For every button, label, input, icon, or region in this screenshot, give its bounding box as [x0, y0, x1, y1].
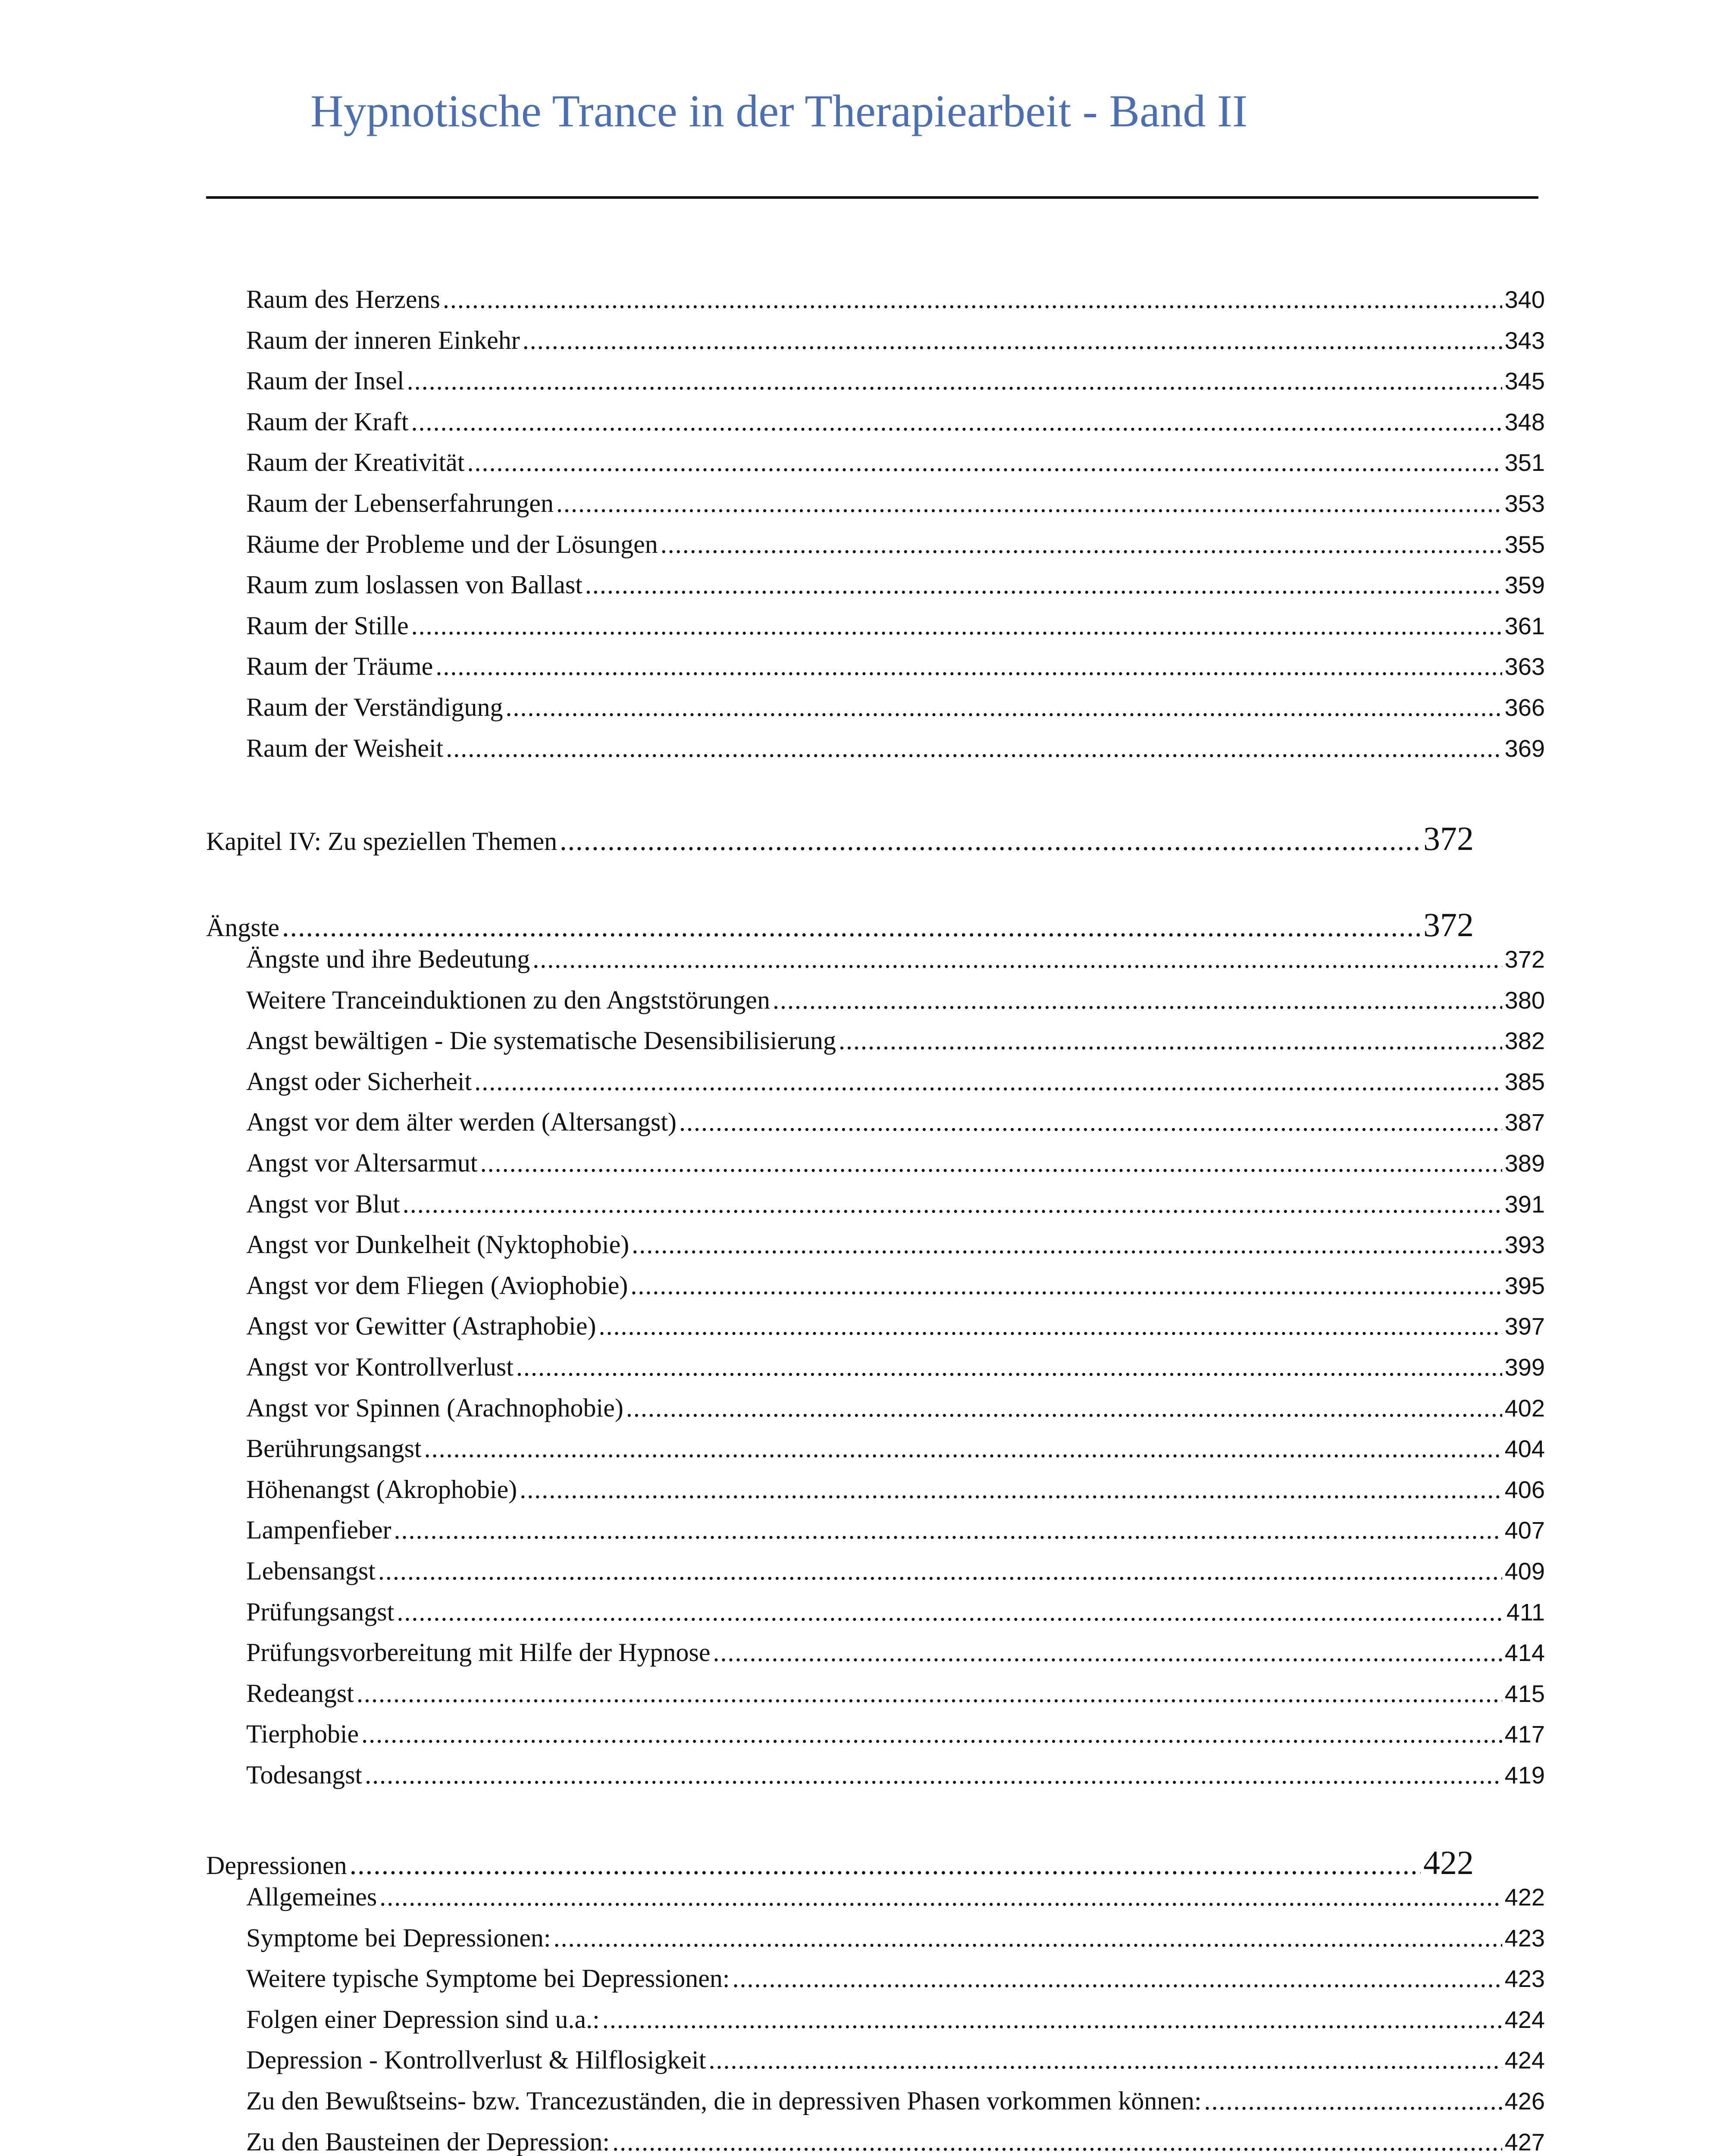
toc-entry-page: 340 [1504, 286, 1545, 313]
header-divider [206, 196, 1538, 199]
toc-entry-page: 355 [1504, 531, 1545, 558]
toc-entry[interactable] [246, 2045, 1545, 2086]
toc-entry-page: 361 [1504, 612, 1545, 639]
toc-chapter-heading[interactable] [206, 1843, 1474, 1887]
toc-entry[interactable] [246, 1597, 1545, 1638]
toc-chapter-heading[interactable] [206, 819, 1474, 862]
toc-entry[interactable] [246, 1515, 1545, 1556]
toc-entry[interactable] [246, 326, 1545, 367]
toc-entry-title: Ängste [206, 913, 279, 942]
toc-entry-title: Redeangst [246, 1679, 354, 1708]
toc-entry-title: Angst vor Dunkelheit (Nyktophobie) [246, 1230, 630, 1259]
toc-entry-title: Tierphobie [246, 1720, 359, 1748]
dot-leader [435, 652, 1502, 681]
dot-leader [585, 570, 1502, 600]
toc-entry-title: Raum des Herzens [246, 285, 440, 313]
dot-leader [839, 1026, 1502, 1056]
dot-leader [709, 2045, 1502, 2075]
toc-entry-title: Depressionen [206, 1851, 347, 1880]
toc-entry[interactable] [246, 693, 1545, 733]
toc-entry-page: 363 [1504, 653, 1545, 680]
toc-entry[interactable] [246, 1230, 1545, 1271]
toc-entry-title: Raum der Kraft [246, 407, 409, 436]
toc-entry[interactable] [246, 285, 1545, 326]
toc-entry-title: Angst oder Sicherheit [246, 1067, 472, 1096]
toc-entry[interactable] [246, 944, 1545, 985]
dot-leader [361, 1719, 1502, 1749]
toc-entry[interactable] [246, 1026, 1545, 1067]
toc-entry[interactable] [246, 448, 1545, 489]
toc-entry-page: 393 [1504, 1231, 1545, 1258]
toc-entry-page: 402 [1504, 1395, 1545, 1422]
dot-leader [397, 1597, 1503, 1627]
toc-entry-title: Raum der Insel [246, 367, 404, 395]
toc-entry-page: 407 [1504, 1517, 1545, 1544]
toc-entry-page: 359 [1504, 571, 1545, 599]
toc-entry[interactable] [246, 1679, 1545, 1720]
toc-entry[interactable] [246, 1556, 1545, 1597]
toc-entry[interactable] [246, 489, 1545, 530]
toc-entry-title: Symptome bei Depressionen: [246, 1924, 551, 1952]
toc-entry-page: 426 [1504, 2087, 1545, 2115]
toc-entry-title: Kapitel IV: Zu speziellen Themen [206, 827, 557, 856]
dot-leader [350, 1849, 1421, 1881]
dot-leader [523, 326, 1502, 355]
toc-entry-page: 366 [1504, 694, 1545, 721]
toc-entry[interactable] [246, 1434, 1545, 1475]
toc-entry[interactable] [246, 652, 1545, 693]
dot-leader [661, 530, 1502, 559]
toc-entry-page: 419 [1504, 1761, 1545, 1789]
toc-entry-title: Zu den Bausteinen der Depression: [246, 2128, 610, 2156]
toc-entry-page: 424 [1504, 2046, 1545, 2074]
dot-leader [480, 1148, 1502, 1178]
toc-entry-page: 395 [1504, 1272, 1545, 1299]
toc-entry-page: 399 [1504, 1354, 1545, 1381]
dot-leader [679, 1107, 1502, 1137]
toc-entry-page: 372 [1504, 946, 1545, 973]
toc-entry[interactable] [246, 2086, 1545, 2127]
toc-entry-title: Prüfungsangst [246, 1598, 395, 1626]
dot-leader [505, 693, 1502, 722]
toc-entry[interactable] [246, 2127, 1545, 2156]
dot-leader [378, 1556, 1502, 1586]
toc-entry[interactable] [246, 1638, 1545, 1679]
toc-entry[interactable] [246, 1882, 1545, 1923]
dot-leader [365, 1760, 1502, 1790]
toc-entry-page: 372 [1423, 820, 1474, 857]
dot-leader [733, 1964, 1502, 1993]
toc-entry-page: 423 [1504, 1924, 1545, 1952]
dot-leader [554, 1923, 1502, 1953]
toc-entry-title: Angst vor dem Fliegen (Aviophobie) [246, 1271, 628, 1300]
toc-entry-page: 424 [1504, 2006, 1545, 2033]
dot-leader [516, 1352, 1502, 1382]
toc-entry-title: Angst vor dem älter werden (Altersangst) [246, 1108, 677, 1136]
dot-leader [407, 366, 1502, 396]
dot-leader [411, 611, 1502, 641]
toc-entry[interactable] [246, 1923, 1545, 1964]
toc-entry-title: Ängste und ihre Bedeutung [246, 945, 530, 973]
toc-entry-title: Allgemeines [246, 1883, 377, 1911]
toc-entry-page: 353 [1504, 490, 1545, 517]
toc-entry-page: 417 [1504, 1720, 1545, 1748]
dot-leader [520, 1475, 1502, 1504]
toc-entry-page: 404 [1504, 1435, 1545, 1462]
toc-entry[interactable] [246, 530, 1545, 570]
page-header-title: Hypnotische Trance in der Therapiearbeit - Band II [310, 86, 1248, 136]
toc-entry-title: Berührungsangst [246, 1434, 422, 1463]
toc-entry[interactable] [246, 366, 1545, 407]
dot-leader [357, 1679, 1502, 1708]
toc-entry[interactable] [246, 1760, 1545, 1801]
toc-entry-title: Raum der Stille [246, 611, 409, 640]
toc-entry-page: 397 [1504, 1313, 1545, 1340]
toc-entry[interactable] [246, 985, 1545, 1026]
toc-entry-page: 382 [1504, 1027, 1545, 1054]
toc-entry[interactable] [246, 2005, 1545, 2046]
toc-entry[interactable] [246, 1352, 1545, 1393]
dot-leader [424, 1434, 1502, 1463]
toc-entry[interactable] [246, 611, 1545, 652]
dot-leader [1204, 2086, 1502, 2116]
dot-leader [773, 985, 1502, 1015]
toc-entry-page: 406 [1504, 1476, 1545, 1503]
toc-entry-page: 427 [1504, 2128, 1545, 2156]
dot-leader [632, 1230, 1502, 1260]
toc-entry-title: Angst vor Spinnen (Arachnophobie) [246, 1394, 623, 1422]
toc-entry-page: 422 [1504, 1883, 1545, 1911]
toc-entry-title: Höhenangst (Akrophobie) [246, 1475, 517, 1504]
toc-entry[interactable] [246, 1189, 1545, 1230]
toc-entry-page: 423 [1504, 1965, 1545, 1992]
toc-entry-title: Todesangst [246, 1761, 363, 1789]
toc-entry-title: Zu den Bewußtseins- bzw. Trancezuständen, die in depressiven Phasen vorkommen können: [246, 2087, 1202, 2115]
toc-entry-title: Räume der Probleme und der Lösungen [246, 530, 658, 558]
toc-entry-page: 343 [1504, 327, 1545, 354]
toc-entry[interactable] [246, 1393, 1545, 1434]
toc-entry-page: 415 [1504, 1680, 1545, 1707]
dot-leader [532, 944, 1502, 974]
toc-entry[interactable] [246, 1964, 1545, 2005]
toc-entry[interactable] [246, 1719, 1545, 1760]
toc-entry[interactable] [246, 570, 1545, 611]
toc-entry-title: Raum der Kreativität [246, 448, 465, 476]
toc-entry-page: 385 [1504, 1068, 1545, 1095]
toc-entry-page: 372 [1423, 906, 1474, 943]
toc-entry-title: Folgen einer Depression sind u.a.: [246, 2005, 600, 2034]
toc-entry[interactable] [246, 1148, 1545, 1189]
toc-entry-page: 387 [1504, 1109, 1545, 1136]
dot-leader [403, 1189, 1502, 1219]
dot-leader [411, 407, 1502, 437]
toc-entry-page: 348 [1504, 408, 1545, 436]
dot-leader [556, 489, 1502, 518]
dot-leader [443, 285, 1502, 314]
toc-entry[interactable] [246, 1311, 1545, 1352]
dot-leader [713, 1638, 1502, 1667]
dot-leader [602, 2005, 1502, 2034]
toc-entry-title: Raum zum loslassen von Ballast [246, 570, 583, 599]
toc-entry[interactable] [246, 1107, 1545, 1148]
toc-entry-title: Angst bewältigen - Die systematische Desensibilisierung [246, 1026, 836, 1055]
dot-leader [626, 1393, 1502, 1423]
toc-entry[interactable] [246, 1271, 1545, 1312]
toc-entry-title: Raum der Lebenserfahrungen [246, 489, 554, 517]
dot-leader [379, 1882, 1502, 1912]
dot-leader [612, 2127, 1502, 2156]
toc-entry-title: Angst vor Altersarmut [246, 1149, 478, 1177]
toc-entry-page: 414 [1504, 1639, 1545, 1666]
toc-entry-title: Angst vor Kontrollverlust [246, 1353, 514, 1381]
toc-entry-title: Angst vor Blut [246, 1190, 400, 1218]
toc-entry[interactable] [246, 407, 1545, 448]
dot-leader [598, 1311, 1502, 1341]
toc-entry-title: Raum der Träume [246, 652, 433, 680]
toc-entry-page: 411 [1506, 1598, 1545, 1626]
toc-entry-page: 409 [1504, 1557, 1545, 1585]
dot-leader [467, 448, 1502, 477]
toc-entry-page: 351 [1504, 449, 1545, 476]
toc-entry-title: Weitere typische Symptome bei Depressionen: [246, 1964, 730, 1993]
dot-leader [474, 1067, 1502, 1097]
dot-leader [282, 911, 1421, 943]
toc-entry-title: Depression - Kontrollverlust & Hilflosigkeit [246, 2046, 706, 2074]
toc-entry-page: 422 [1423, 1844, 1474, 1881]
dot-leader [446, 733, 1502, 763]
toc-entry-page: 391 [1504, 1191, 1545, 1218]
toc-entry-title: Lebensangst [246, 1557, 376, 1585]
dot-leader [560, 824, 1421, 857]
toc-entry-page: 345 [1504, 367, 1545, 395]
toc-entry-page: 369 [1504, 735, 1545, 762]
toc-chapter-heading[interactable] [206, 906, 1474, 949]
toc-entry-title: Raum der Weisheit [246, 734, 444, 762]
dot-leader [630, 1271, 1502, 1300]
toc-entry-title: Angst vor Gewitter (Astraphobie) [246, 1312, 596, 1340]
toc-entry[interactable] [246, 733, 1545, 774]
toc-entry-title: Raum der Verständigung [246, 693, 503, 721]
toc-entry[interactable] [246, 1475, 1545, 1516]
dot-leader [394, 1515, 1502, 1545]
toc-entry-title: Weitere Tranceinduktionen zu den Angststörungen [246, 986, 770, 1014]
toc-entry-page: 389 [1504, 1150, 1545, 1177]
toc-entry-title: Prüfungsvorbereitung mit Hilfe der Hypnose [246, 1638, 711, 1667]
toc-entry-title: Raum der inneren Einkehr [246, 326, 520, 354]
toc-entry-page: 380 [1504, 987, 1545, 1014]
toc-entry[interactable] [246, 1067, 1545, 1108]
toc-entry-title: Lampenfieber [246, 1516, 392, 1544]
